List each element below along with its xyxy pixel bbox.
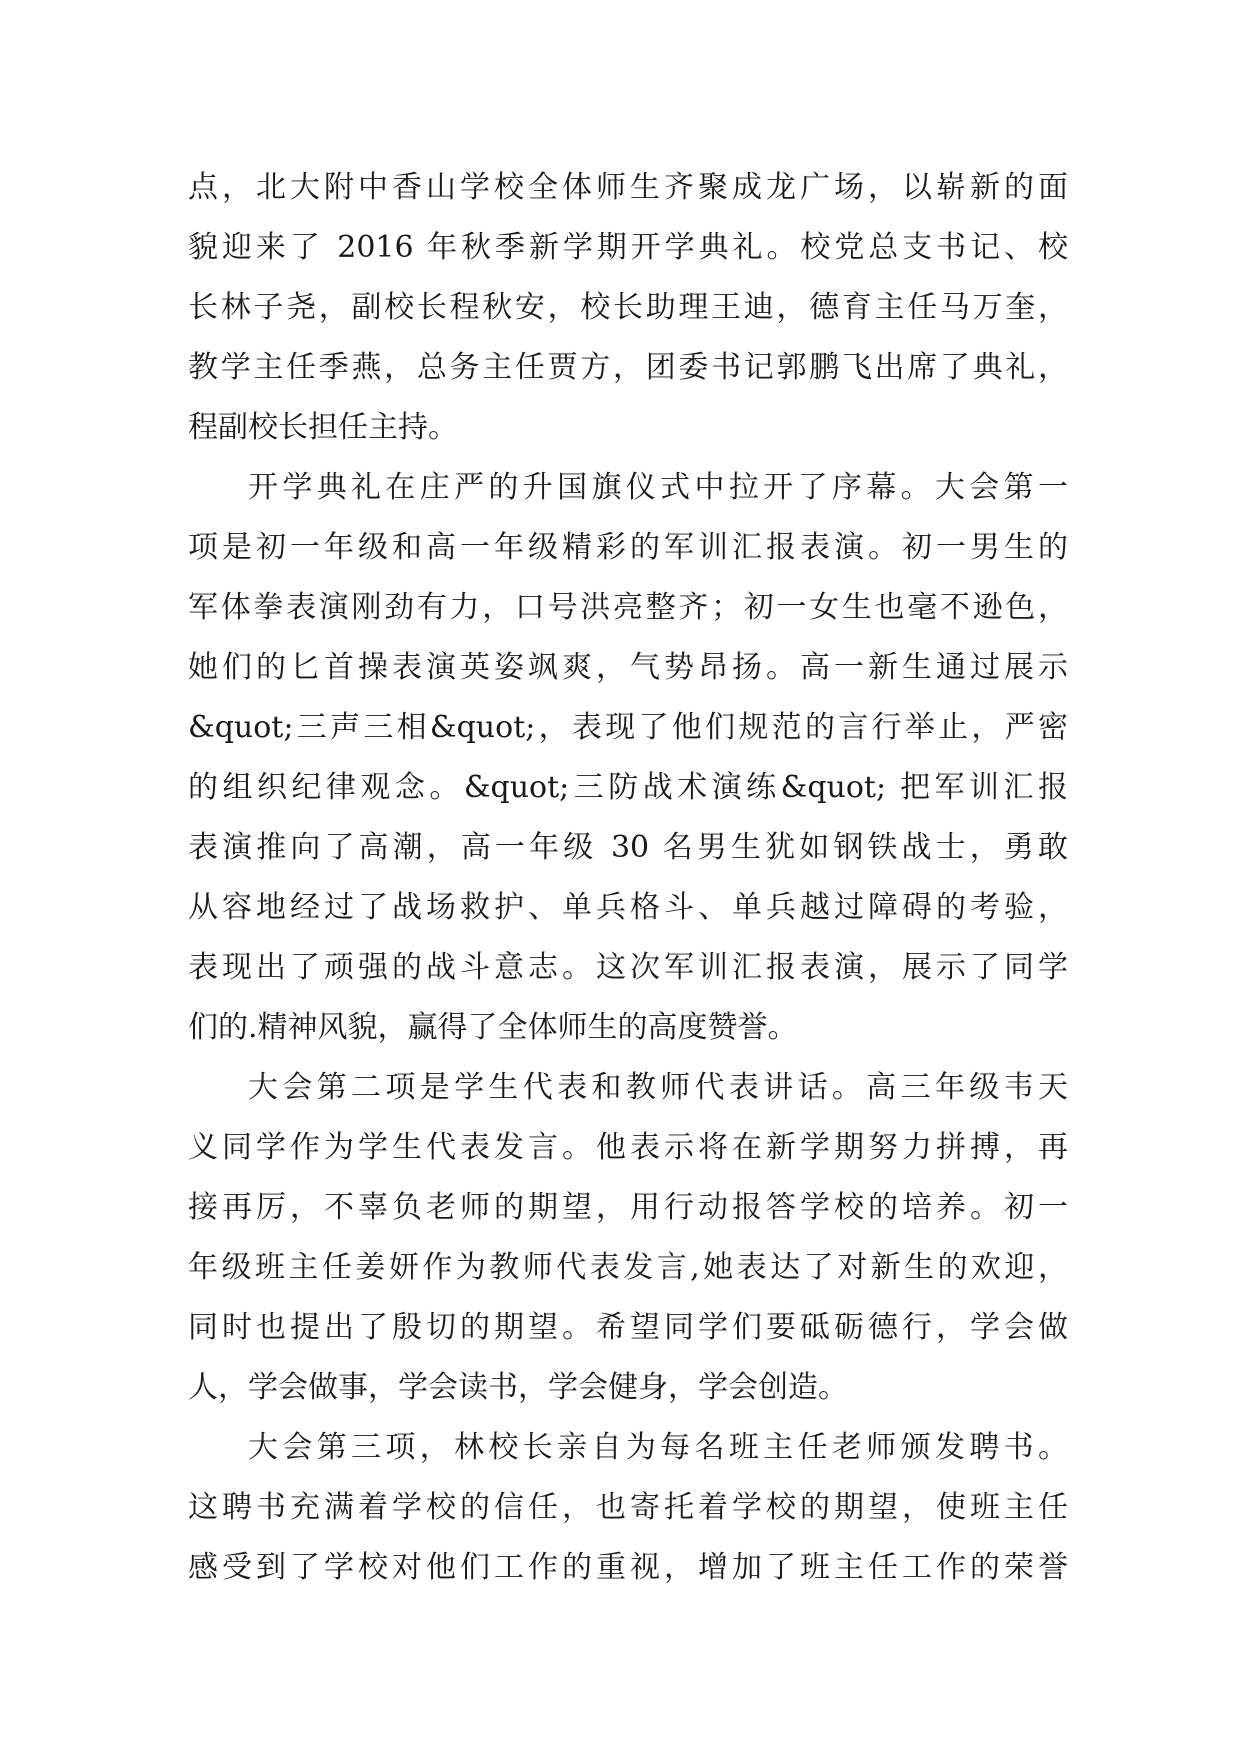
text-line: 军体拳表演刚劲有力，口号洪亮整齐；初一女生也毫不逊色，	[188, 590, 1068, 625]
text-line: 们的.精神风貌，赢得了全体师生的高度赞誉。	[188, 1010, 798, 1045]
text-line: 项是初一年级和高一年级精彩的军训汇报表演。初一男生的	[188, 530, 1068, 565]
text-line: 感受到了学校对他们工作的重视，增加了班主任工作的荣誉	[188, 1550, 1068, 1585]
text-line: 她们的匕首操表演英姿飒爽，气势昂扬。高一新生通过展示	[188, 650, 1068, 685]
text-line: 点，北大附中香山学校全体师生齐聚成龙广场，以崭新的面	[188, 170, 1068, 205]
text-line: &quot;三声三相&quot;，表现了他们规范的言行举止，严密	[188, 710, 1068, 745]
text-line: 开学典礼在庄严的升国旗仪式中拉开了序幕。大会第一	[248, 470, 1068, 505]
text-line: 貌迎来了 2016 年秋季新学期开学典礼。校党总支书记、校	[188, 230, 1068, 265]
document-body	[188, 158, 1068, 1598]
text-line: 大会第三项，林校长亲自为每名班主任老师颁发聘书。	[248, 1430, 1068, 1465]
text-line: 表演推向了高潮，高一年级 30 名男生犹如钢铁战士，勇敢	[188, 830, 1068, 865]
text-line: 年级班主任姜妍作为教师代表发言,她表达了对新生的欢迎，	[188, 1250, 1068, 1285]
text-line: 的组织纪律观念。&quot;三防战术演练&quot; 把军训汇报	[188, 770, 1068, 805]
text-line: 同时也提出了殷切的期望。希望同学们要砥砺德行，学会做	[188, 1310, 1068, 1345]
text-line: 义同学作为学生代表发言。他表示将在新学期努力拼搏，再	[188, 1130, 1068, 1165]
text-line: 这聘书充满着学校的信任，也寄托着学校的期望，使班主任	[188, 1490, 1068, 1525]
text-line: 教学主任季燕，总务主任贾方，团委书记郭鹏飞出席了典礼，	[188, 350, 1068, 385]
text-line: 人，学会做事，学会读书，学会健身，学会创造。	[188, 1370, 848, 1405]
text-line: 大会第二项是学生代表和教师代表讲话。高三年级韦天	[248, 1070, 1068, 1105]
text-line: 程副校长担任主持。	[188, 410, 458, 445]
text-line: 长林子尧，副校长程秋安，校长助理王迪，德育主任马万奎，	[188, 290, 1068, 325]
text-line: 接再厉，不辜负老师的期望，用行动报答学校的培养。初一	[188, 1190, 1068, 1225]
text-line: 表现出了顽强的战斗意志。这次军训汇报表演，展示了同学	[188, 950, 1068, 985]
text-line: 从容地经过了战场救护、单兵格斗、单兵越过障碍的考验，	[188, 890, 1068, 925]
